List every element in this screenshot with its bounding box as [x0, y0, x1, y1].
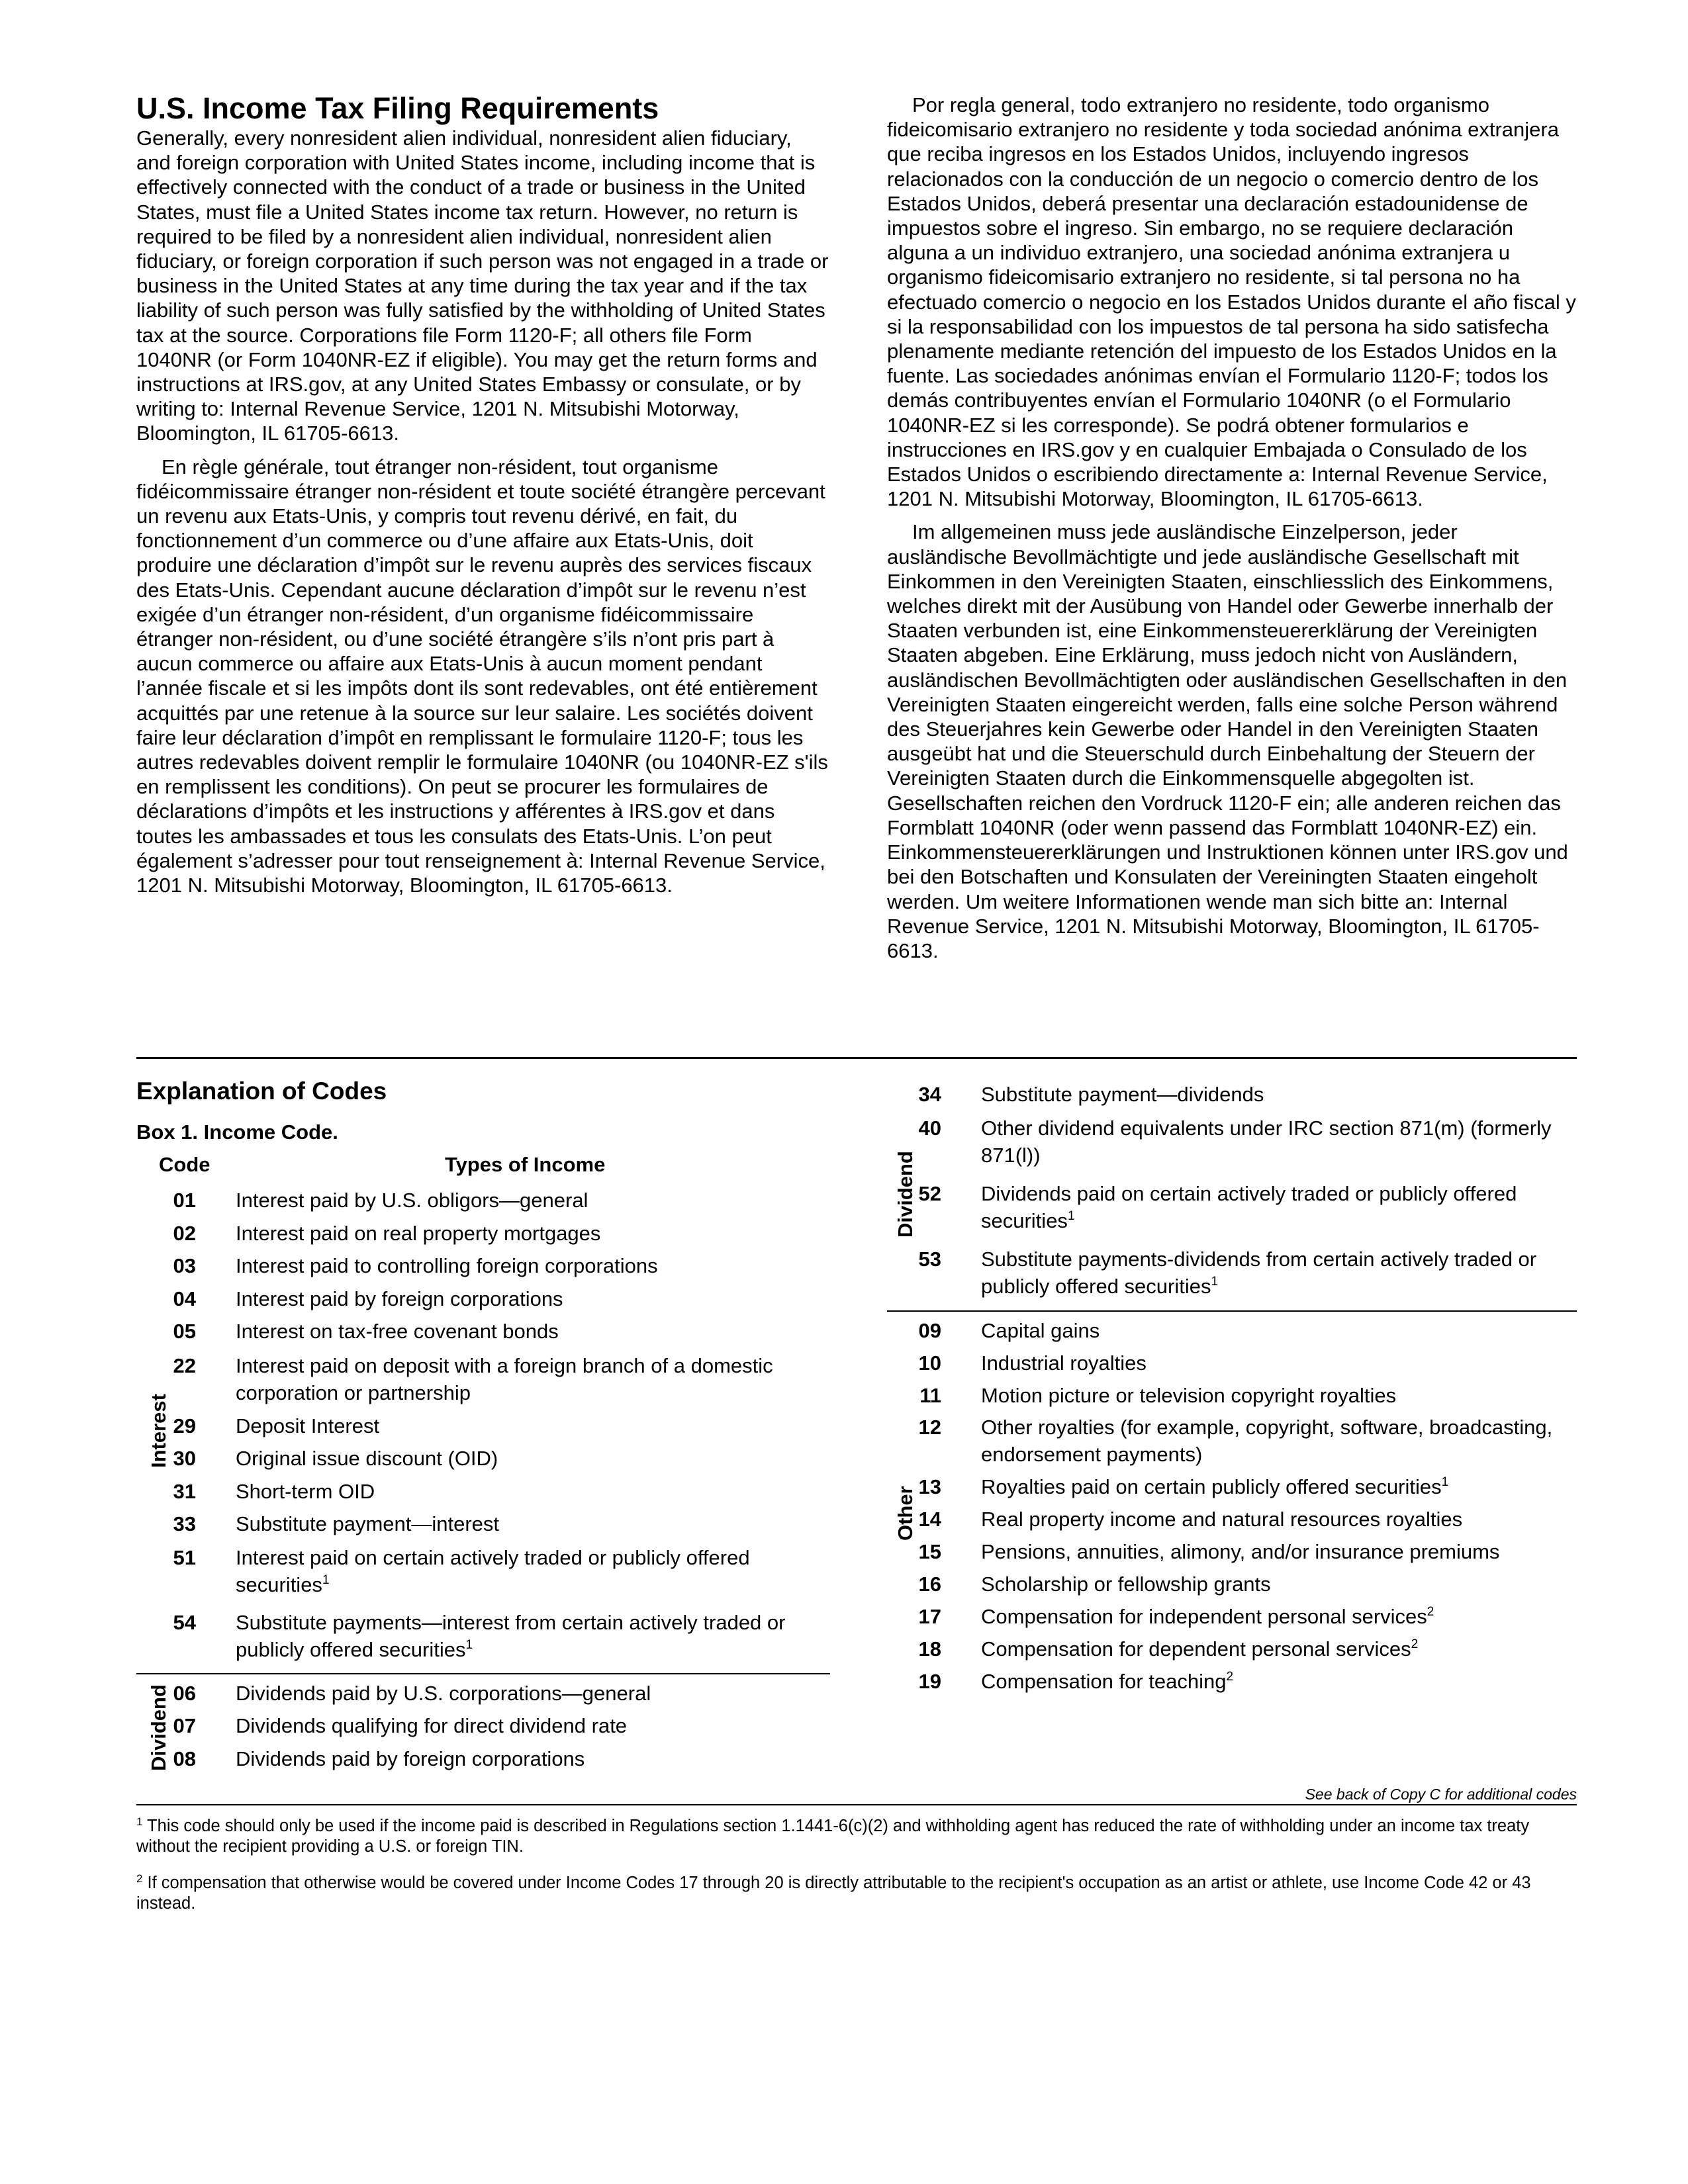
income-type-text: Original issue discount (OID) — [236, 1447, 498, 1470]
income-type-text: Capital gains — [981, 1319, 1100, 1342]
income-code: 16 — [918, 1572, 941, 1596]
income-type-text: Interest paid on real property mortgages — [236, 1222, 601, 1245]
interest-dividend-divider — [136, 1673, 830, 1674]
income-code: 22 — [173, 1354, 196, 1377]
income-type-description — [236, 1318, 831, 1345]
income-type-text: Scholarship or fellowship grants — [981, 1572, 1271, 1596]
french-paragraph: En règle générale, tout étranger non-résident, tout organisme fidéicommissaire étranger non-résident et toute société étrangère percevant un revenu aux Etats-Unis, y compris tout revenu dérivé, en fait, du fonctionnement d’un commerce ou d’une affaire aux Etats-Unis, doit produire une déclaration d’impôt sur le revenu auprès des services fiscaux des Etats-Unis. Cependant aucune déclaration d’impôt sur le revenu n’est exigée d’un étranger non-résident, d’un organisme fidéicommissaire étranger non-résident, ou d’une société étrangère s’ils n’ont pris part à aucun commerce ou affaire aux Etats-Unis à aucun moment pendant l’année fiscale et si les impôts dont ils sont redevables, ont été entièrement acquittés par une retenue à la source sur leur salaire. Les sociétés doivent faire leur déclaration d’impôt en remplissant le formulaire 1120-F; tous les autres redevables doivent remplir le formulaire 1040NR (ou 1040NR-EZ s'ils en remplissent les conditions). On peut se procurer les formulaires de déclarations d’impôts et les instructions y afférentes à IRS.gov et dans toutes les ambassades et tous les consulats des Etats-Unis. L’on peut également s’adresser pour tout renseignement à: Internal Revenue Service, 1201 N. Mitsubishi Motorway, Bloomington, IL 61705-6613. — [136, 455, 828, 897]
income-type-description — [981, 1081, 1577, 1108]
income-type-description — [236, 1252, 831, 1279]
income-type-description — [236, 1712, 831, 1739]
section-divider — [136, 1057, 1577, 1059]
footnote-reference: 1 — [1067, 1209, 1075, 1223]
codes-section-title: Explanation of Codes — [136, 1077, 387, 1105]
filing-requirements-right-column — [887, 93, 1577, 963]
income-type-description — [236, 1609, 831, 1663]
income-code: 33 — [173, 1512, 196, 1535]
income-code: 09 — [918, 1319, 941, 1342]
spanish-paragraph: Por regla general, todo extranjero no residente, todo organismo fideicomisario extranjero no residente y toda sociedad anónima extranjera que reciba ingresos en los Estados Unidos, incluyendo ingresos relacionados con la conducción de un negocio o comercio dentro de los Estados Unidos, deberá presentar una declaración estadounidense de impuestos sobre el ingreso. Sin embargo, no se requiere declaración alguna a un individuo extranjero, una sociedad anónima extranjera u organismo fideicomisario extranjero no residente, si tal persona no ha efectuado comercio o negocio en los Estados Unidos durante el año fiscal y si la responsabilidad con los impuestos de tal persona ha sido satisfecha plenamente mediante retención del impuesto de los Estados Unidos en la fuente. Las sociedades anónimas envían el Formulario 1120-F; todos los demás contribuyentes envían el Formulario 1040NR (o el Formulario 1040NR-EZ si les corresponde). Se podrá obtener formularios e instrucciones en IRS.gov y en cualquier Embajada o Consulado de los Estados Unidos o escribiendo directamente a: Internal Revenue Service, 1201 N. Mitsubishi Motorway, Bloomington, IL 61705-6613. — [887, 93, 1576, 511]
see-back-note: See back of Copy C for additional codes — [1305, 1786, 1577, 1803]
interest-category-label: Interest — [147, 1394, 170, 1468]
income-code: 12 — [918, 1416, 941, 1439]
income-type-text: Other royalties (for example, copyright, software, broadcasting, endorsement payments) — [981, 1416, 1553, 1466]
income-code: 30 — [173, 1447, 196, 1470]
income-type-text: Dividends qualifying for direct dividend rate — [236, 1714, 628, 1737]
income-type-description — [236, 1352, 831, 1406]
income-type-description — [981, 1246, 1577, 1300]
income-code: 08 — [173, 1747, 196, 1770]
footnote-reference: 1 — [1441, 1475, 1449, 1489]
income-code: 31 — [173, 1480, 196, 1503]
footnote-2-mark: 2 — [136, 1872, 143, 1885]
income-code: 53 — [918, 1248, 941, 1271]
income-type-description — [981, 1538, 1577, 1565]
income-type-description — [981, 1506, 1577, 1533]
dividend-other-divider — [887, 1310, 1577, 1312]
income-type-text: Deposit Interest — [236, 1414, 380, 1437]
footnote-divider — [136, 1804, 1577, 1805]
income-type-description — [981, 1570, 1577, 1598]
income-code: 19 — [918, 1670, 941, 1693]
income-type-text: Compensation for dependent personal services — [981, 1637, 1411, 1661]
income-type-description — [981, 1115, 1577, 1169]
footnote-reference: 2 — [1411, 1637, 1419, 1651]
footnote-2 — [136, 1873, 1577, 1914]
income-type-description — [981, 1473, 1577, 1500]
income-type-description — [981, 1414, 1577, 1468]
footnote-reference: 2 — [1427, 1605, 1434, 1619]
income-type-description — [981, 1382, 1577, 1409]
income-code: 05 — [173, 1320, 196, 1343]
income-code: 52 — [918, 1182, 941, 1205]
income-type-text: Motion picture or television copyright royalties — [981, 1384, 1397, 1407]
footnote-reference: 2 — [1226, 1670, 1234, 1684]
income-type-text: Real property income and natural resources royalties — [981, 1508, 1463, 1531]
income-type-description — [236, 1412, 831, 1439]
income-code: 07 — [173, 1714, 196, 1737]
income-code: 02 — [173, 1222, 196, 1245]
income-code: 11 — [919, 1384, 941, 1407]
income-type-description — [981, 1180, 1577, 1234]
income-type-description — [236, 1680, 831, 1707]
footnote-reference: 1 — [322, 1573, 330, 1587]
income-type-text: Interest paid by foreign corporations — [236, 1287, 563, 1310]
footnote-1-text: This code should only be used if the income paid is described in Regulations section 1.1441-6(c)(2) and withholding agent has reduced the rate of withholding under an income tax treaty without the recipient providing a U.S. or foreign TIN. — [136, 1817, 1530, 1856]
footnote-2-text: If compensation that otherwise would be covered under Income Codes 17 through 20 is directly attributable to the recipient's occupation as an artist or athlete, use Income Code 42 or 43 instead. — [136, 1874, 1531, 1913]
income-code: 54 — [173, 1611, 196, 1634]
income-type-text: Compensation for teaching — [981, 1670, 1227, 1693]
income-code: 18 — [918, 1637, 941, 1661]
income-type-description — [236, 1445, 831, 1472]
income-type-text: Other dividend equivalents under IRC section 871(m) (formerly 871(l)) — [981, 1116, 1552, 1167]
page-title: U.S. Income Tax Filing Requirements — [136, 91, 659, 125]
income-type-text: Royalties paid on certain publicly offered securities — [981, 1475, 1442, 1498]
income-type-description — [981, 1349, 1577, 1377]
income-type-description — [236, 1745, 831, 1772]
income-type-text: Interest paid on certain actively traded or publicly offered securities — [236, 1546, 750, 1596]
income-code: 06 — [173, 1682, 196, 1705]
income-type-text: Interest on tax-free covenant bonds — [236, 1320, 559, 1343]
income-type-text: Pensions, annuities, alimony, and/or insurance premiums — [981, 1540, 1500, 1563]
filing-requirements-left-column — [136, 91, 830, 897]
english-paragraph: Generally, every nonresident alien individual, nonresident alien fiduciary, and foreign corporation with United States income, including income that is effectively connected with the conduct of a trade or business in the United States, must file a United States income tax return. However, no return is required to be filed by a nonresident alien individual, nonresident alien fiduciary, or foreign corporation if such person was not engaged in a trade or business in the United States at any time during the tax year and if the tax liability of such person was fully satisfied by the withholding of United States tax at the source. Corporations file Form 1120-F; all others file Form 1040NR (or Form 1040NR-EZ if eligible). You may get the return forms and instructions at IRS.gov, at any United States Embassy or consulate, or by writing to: Internal Revenue Service, 1201 N. Mitsubishi Motorway, Bloomington, IL 61705-6613. — [136, 126, 829, 445]
footnote-reference: 1 — [465, 1638, 473, 1652]
income-type-text: Substitute payment—interest — [236, 1512, 500, 1535]
column-header-types: Types of Income — [445, 1153, 606, 1176]
income-type-text: Dividends paid by U.S. corporations—general — [236, 1682, 651, 1705]
income-code: 14 — [918, 1508, 941, 1531]
income-type-description — [236, 1285, 831, 1312]
income-type-text: Compensation for independent personal services — [981, 1605, 1427, 1628]
income-type-description — [981, 1668, 1577, 1695]
income-code: 10 — [918, 1351, 941, 1375]
income-type-text: Dividends paid on certain actively traded or publicly offered securities — [981, 1182, 1517, 1232]
income-code: 03 — [173, 1254, 196, 1277]
income-type-text: Substitute payments-dividends from certain actively traded or publicly offered securities — [981, 1248, 1537, 1298]
dividend-category-label-right: Dividend — [894, 1151, 917, 1238]
footnote-reference: 1 — [1211, 1275, 1219, 1289]
income-type-description — [236, 1187, 831, 1214]
box-1-title: Box 1. Income Code. — [136, 1120, 338, 1144]
income-type-description — [236, 1220, 831, 1247]
dividend-category-label-left: Dividend — [147, 1684, 170, 1771]
income-type-description — [236, 1510, 831, 1537]
column-header-code: Code — [159, 1153, 211, 1176]
income-type-text: Industrial royalties — [981, 1351, 1147, 1375]
income-code: 17 — [918, 1605, 941, 1628]
income-code: 40 — [918, 1116, 941, 1140]
income-type-description — [981, 1317, 1577, 1344]
income-type-text: Dividends paid by foreign corporations — [236, 1747, 585, 1770]
income-code: 29 — [173, 1414, 196, 1437]
other-category-label: Other — [894, 1486, 917, 1541]
footnote-1-mark: 1 — [136, 1815, 143, 1828]
income-code: 15 — [918, 1540, 941, 1563]
income-type-description — [981, 1603, 1577, 1630]
footnote-1 — [136, 1816, 1577, 1857]
income-code: 01 — [173, 1189, 196, 1212]
income-type-text: Interest paid by U.S. obligors—general — [236, 1189, 588, 1212]
income-type-text: Substitute payment—dividends — [981, 1083, 1264, 1106]
income-type-description — [981, 1635, 1577, 1662]
income-type-text: Interest paid on deposit with a foreign branch of a domestic corporation or partnership — [236, 1354, 773, 1404]
income-code: 04 — [173, 1287, 196, 1310]
income-code: 34 — [918, 1083, 941, 1106]
income-type-text: Interest paid to controlling foreign corporations — [236, 1254, 658, 1277]
income-type-description — [236, 1478, 831, 1505]
income-code: 13 — [918, 1475, 941, 1498]
income-type-description — [236, 1544, 831, 1598]
german-paragraph: Im allgemeinen muss jede ausländische Einzelperson, jeder ausländische Bevollmächtigte und jede ausländische Gesellschaft mit Einkommen in den Vereinigten Staaten, einschliesslich des Einkommens, welches direkt mit der Ausübung von Handel oder Gewerbe innerhalb der Staaten verbunden ist, eine Einkommensteuererklärung der Vereinigten Staaten abgeben. Eine Erklärung, muss jedoch nicht von Ausländern, ausländischen Bevollmächtigten oder ausländischen Gesellschaften in den Vereinigten Staaten eingereicht werden, falls eine solche Person während des Steuerjahres kein Gewerbe oder Handel in den Vereinigten Staaten ausgeübt hat und die Steuerschuld durch Einbehaltung der Steuern der Vereinigten Staaten durch die Einkommensquelle abgegolten ist. Gesellschaften reichen den Vordruck 1120-F ein; alle anderen reichen das Formblatt 1040NR (oder wenn passend das Formblatt 1040NR-EZ) ein. Einkommensteuererklärungen und Instruktionen können unter IRS.gov und bei den Botschaften und Konsulaten der Vereiningten Staaten eingeholt werden. Um weitere Informationen wende man sich bitte an: Internal Revenue Service, 1201 N. Mitsubishi Motorway, Bloomington, IL 61705-6613. — [887, 520, 1568, 962]
income-type-text: Short-term OID — [236, 1480, 375, 1503]
income-type-text: Substitute payments—interest from certain actively traded or publicly offered securities — [236, 1611, 786, 1661]
income-code: 51 — [173, 1546, 196, 1569]
